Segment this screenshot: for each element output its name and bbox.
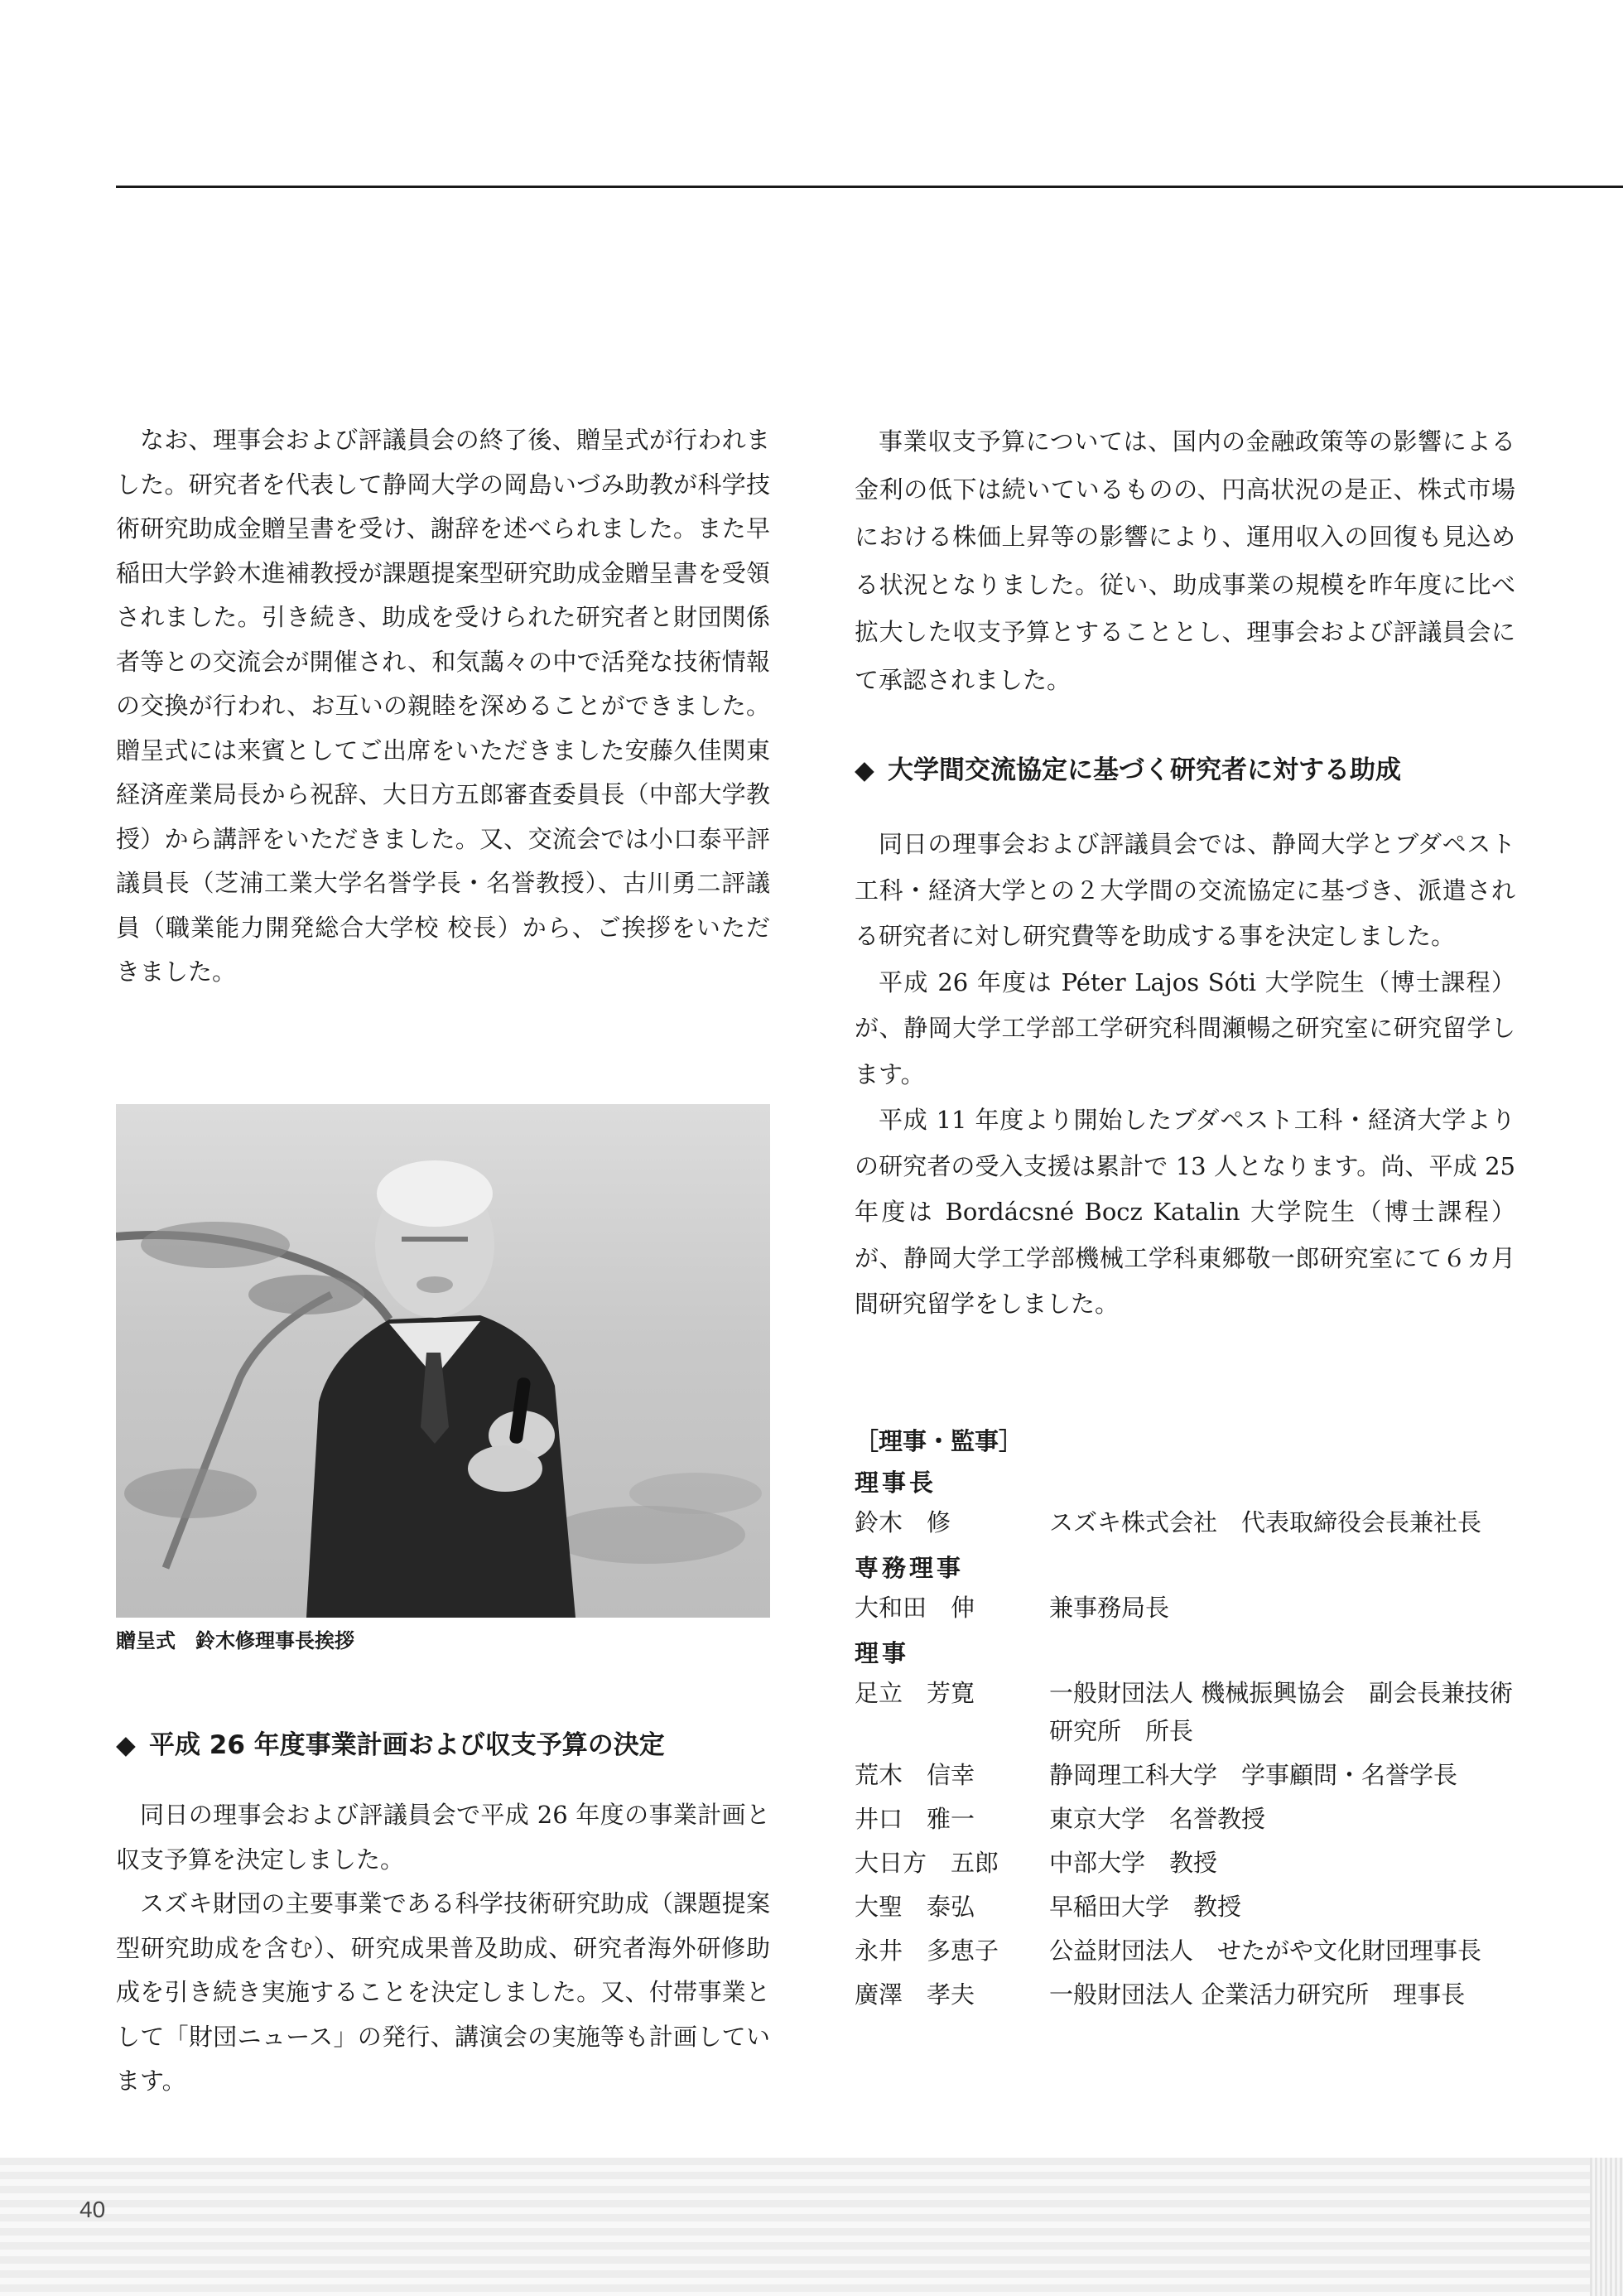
member-org: スズキ株式会社 代表取締役会長兼社長 <box>1049 1508 1482 1536</box>
directors-label: 理事 <box>855 1639 910 1667</box>
page-number: 40 <box>79 2197 106 2222</box>
member-org: 東京大学 名誉教授 <box>1049 1805 1266 1833</box>
member-row <box>855 1975 1515 2014</box>
member-name: 大和田 伸 <box>855 1594 975 1622</box>
member-org: 一般財団法人 企業活力研究所 理事長 <box>1049 1980 1466 2009</box>
left-column <box>116 418 770 995</box>
member-name: 大聖 泰弘 <box>855 1893 975 1921</box>
speaker-photo-illustration <box>116 1104 770 1618</box>
plan-heading <box>116 1727 770 1763</box>
member-row <box>855 1888 1515 1926</box>
member-name: 永井 多恵子 <box>855 1937 999 1965</box>
exchange-paragraph-1: 同日の理事会および評議員会では、静岡大学とブダペスト工科・経済大学との２大学間の交流協定に基づき、派遣される研究者に対し研究費等を助成する事を決定しました。 <box>855 830 1515 950</box>
right-column <box>855 418 1515 704</box>
exchange-paragraph-3: 平成 11 年度より開始したブダペスト工科・経済大学よりの研究者の受入支援は累計で 13 人となります。尚、平成 25 年度は Bordácsné Bocz Katalin 大学院生（博士課程）が、静岡大学工学部機械工学科東郷敬一郎研究室にて６カ月間研究留学をしました。 <box>855 1106 1515 1318</box>
member-row <box>855 1844 1515 1882</box>
member-org: 公益財団法人 せたがや文化財団理事長 <box>1049 1937 1482 1965</box>
member-row <box>855 1932 1515 1970</box>
member-name: 荒木 信幸 <box>855 1761 975 1789</box>
budget-paragraph: 事業収支予算については、国内の金融政策等の影響による金利の低下は続いているものの、円高状況の是正、株式市場における株価上昇等の影響により、運用収入の回復も見込める状況となりました。従い、助成事業の規模を昨年度に比べ拡大した収支予算とすることとし、理事会および評議員会にて承認されました。 <box>855 427 1515 694</box>
member-name: 鈴木 修 <box>855 1508 951 1536</box>
footer-band <box>0 2158 1623 2296</box>
diamond-bullet-icon: ◆ <box>116 1730 136 1760</box>
member-row <box>855 1674 1515 1750</box>
plan-paragraph-2: スズキ財団の主要事業である科学技術研究助成（課題提案型研究助成を含む）、研究成果普及助成、研究者海外研修助成を引き続き実施することを決定しました。又、付帯事業として「財団ニュース」の発行、講演会の実施等も計画しています。 <box>116 1889 770 2095</box>
diamond-bullet-icon: ◆ <box>855 755 874 785</box>
member-name: 大日方 五郎 <box>855 1849 999 1877</box>
member-name: 井口 雅一 <box>855 1805 975 1833</box>
member-name: 廣澤 孝夫 <box>855 1980 975 2009</box>
exchange-heading <box>855 752 1515 789</box>
member-row <box>855 1503 1515 1541</box>
member-org: 早稲田大学 教授 <box>1049 1893 1242 1921</box>
board-title: ［理事・監事］ <box>855 1427 1023 1455</box>
exchange-section <box>855 752 1515 1328</box>
member-row <box>855 1756 1515 1794</box>
exchange-paragraph-2: 平成 26 年度は Péter Lajos Sóti 大学院生（博士課程）が、静岡大学工学部工学研究科間瀬暢之研究室に研究留学します。 <box>855 967 1515 1088</box>
member-row <box>855 1800 1515 1838</box>
plan-section <box>116 1727 770 2104</box>
intro-paragraph: なお、理事会および評議員会の終了後、贈呈式が行われました。研究者を代表して静岡大学の岡島いづみ助教が科学技術研究助成金贈呈書を受け、謝辞を述べられました。また早稲田大学鈴木進補教授が課題提案型研究助成金贈呈書を受領されました。引き続き、助成を受けられた研究者と財団関係者等との交流会が開催され、和気藹々の中で活発な技術情報の交換が行われ、お互いの親睦を深めることができました。贈呈式には来賓としてご出席をいただきました安藤久佳関東経済産業局長から祝辞、大日方五郎審査委員長（中部大学教授）から講評をいただきました。又、交流会では小口泰平評議員長（芝浦工業大学名誉学長・名誉教授）、古川勇二評議員（職業能力開発総合大学校 校長）から、ご挨拶をいただきました。 <box>116 426 770 986</box>
photo-caption: 贈呈式 鈴木修理事長挨拶 <box>116 1629 354 1652</box>
member-org: 中部大学 教授 <box>1049 1849 1218 1877</box>
ceremony-photo <box>116 1104 770 1618</box>
plan-heading-text: 平成 26 年度事業計画および収支予算の決定 <box>149 1730 665 1760</box>
member-name: 足立 芳寛 <box>855 1679 975 1707</box>
board-section <box>855 1421 1515 2019</box>
member-org: 兼事務局長 <box>1049 1594 1170 1622</box>
member-org: 一般財団法人 機械振興協会 副会長兼技術研究所 所長 <box>1049 1679 1514 1745</box>
member-row <box>855 1589 1515 1627</box>
top-rule <box>116 186 1623 188</box>
member-org: 静岡理工科大学 学事顧問・名誉学長 <box>1049 1761 1458 1789</box>
plan-paragraph-1: 同日の理事会および評議員会で平成 26 年度の事業計画と収支予算を決定しました。 <box>116 1801 770 1874</box>
chair-label: 理事長 <box>855 1469 937 1497</box>
exchange-heading-text: 大学間交流協定に基づく研究者に対する助成 <box>888 755 1401 785</box>
executive-label: 専務理事 <box>855 1554 965 1582</box>
